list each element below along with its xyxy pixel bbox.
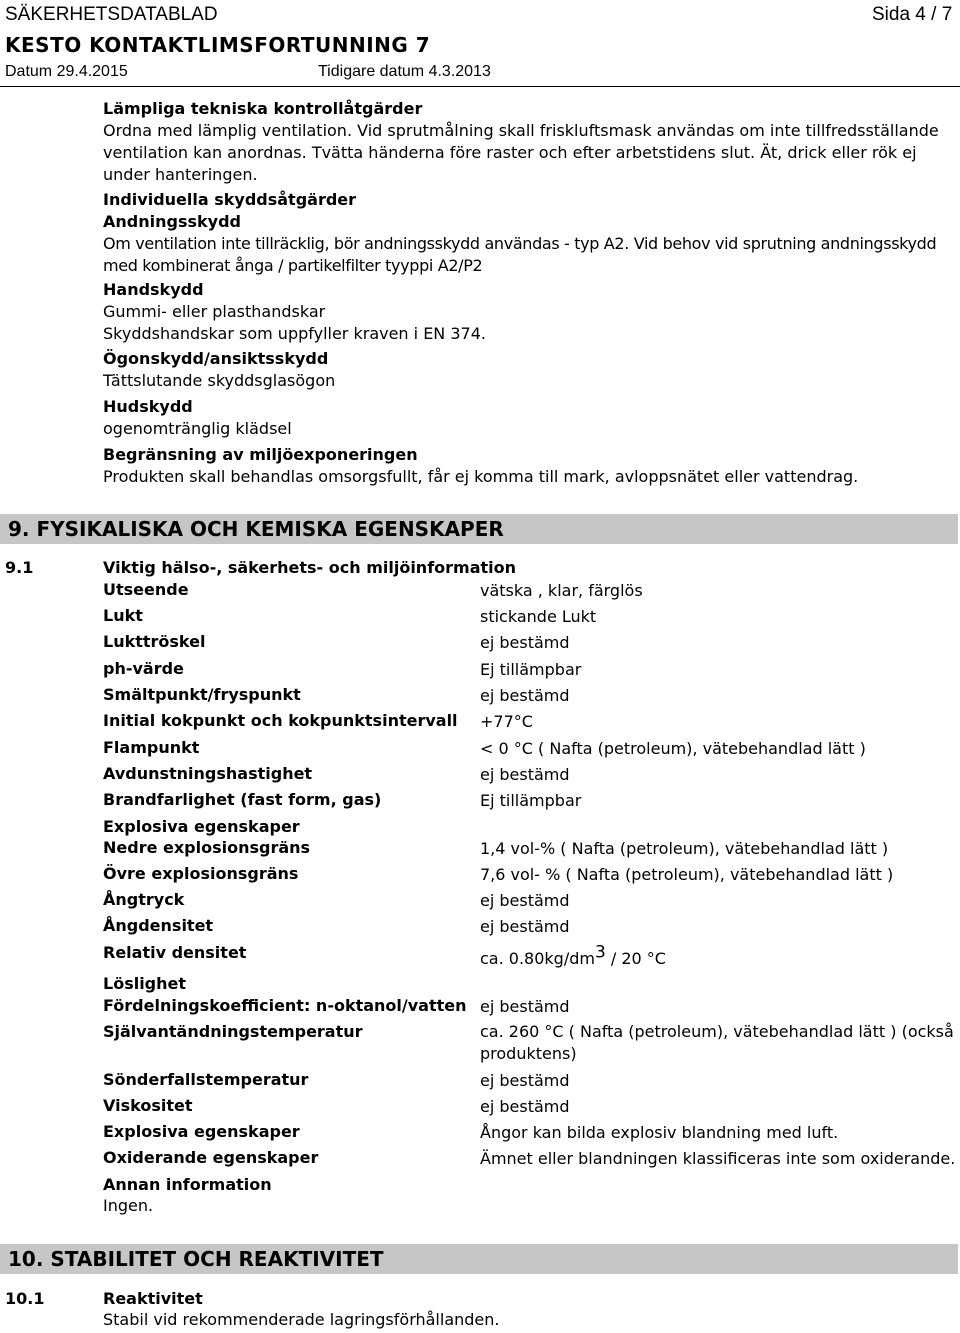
text-skin: ogenomtränglig klädsel — [103, 419, 292, 438]
prop-value-vapour-pressure: ej bestämd — [480, 891, 570, 910]
prop-label-vapour-pressure: Ångtryck — [103, 890, 185, 909]
paragraph-respiratory: Om ventilation inte tillräcklig, bör andningsskydd användas - typ A2. Vid behov vid sprutning andningsskydd med kombinerat ånga / partikelfilter tyyppi A2/P2 — [103, 234, 937, 275]
previous-date: Tidigare datum 4.3.2013 — [318, 63, 491, 80]
prop-label-appearance: Utseende — [103, 580, 189, 599]
prop-value-boiling-point: +77°C — [480, 712, 533, 731]
heading-respiratory: Andningsskydd — [103, 212, 241, 231]
prop-label-flammability: Brandfarlighet (fast form, gas) — [103, 790, 382, 809]
prop-value-evaporation-rate: ej bestämd — [480, 765, 570, 784]
prop-value-viscosity: ej bestämd — [480, 1097, 570, 1116]
prop-value-odour-threshold: ej bestämd — [480, 633, 570, 652]
prop-label-evaporation-rate: Avdunstningshastighet — [103, 764, 313, 783]
prop-label-melting-point: Smältpunkt/fryspunkt — [103, 685, 301, 704]
prop-value-relative-density — [480, 942, 666, 968]
prop-label-solubility: Löslighet — [103, 974, 187, 993]
prop-value-ph: Ej tillämpbar — [480, 660, 582, 679]
prop-label-odour-threshold: Lukttröskel — [103, 632, 206, 651]
relative-density-exponent: 3 — [594, 942, 606, 963]
prop-label-explosive-header: Explosiva egenskaper — [103, 817, 300, 836]
subsection-10-1-title: Reaktivitet — [103, 1289, 203, 1308]
subsection-10-1-number: 10.1 — [5, 1289, 45, 1308]
heading-individual-protection: Individuella skyddsåtgärder — [103, 190, 357, 209]
header-divider — [0, 86, 960, 87]
prop-value-other-info: Ingen. — [103, 1196, 154, 1215]
section-10-title: 10. STABILITET OCH REAKTIVITET — [8, 1247, 384, 1271]
prop-label-lower-explosion-limit: Nedre explosionsgräns — [103, 838, 311, 857]
prop-label-vapour-density: Ångdensitet — [103, 916, 214, 935]
relative-density-temperature: / 20 °C — [605, 949, 666, 968]
text-environment: Produkten skall behandlas omsorgsfullt, får ej komma till mark, avloppsnätet eller vattendrag. — [103, 467, 859, 486]
prop-value-lower-explosion-limit: 1,4 vol-% ( Nafta (petroleum), vätebehandlad lätt ) — [480, 839, 889, 858]
prop-label-flash-point: Flampunkt — [103, 738, 200, 757]
prop-label-partition-coefficient: Fördelningskoefficient: n-oktanol/vatten — [103, 996, 467, 1015]
prop-label-boiling-point: Initial kokpunkt och kokpunktsintervall — [103, 711, 458, 730]
text-hand-1: Gummi- eller plasthandskar — [103, 302, 326, 321]
prop-label-autoignition: Självantändningstemperatur — [103, 1022, 363, 1041]
text-eye: Tättslutande skyddsglasögon — [103, 371, 336, 390]
reactivity-text: Stabil vid rekommenderade lagringsförhållanden. — [103, 1310, 500, 1329]
prop-value-appearance: vätska , klar, färglös — [480, 581, 643, 600]
prop-label-decomposition: Sönderfallstemperatur — [103, 1070, 309, 1089]
prop-label-relative-density: Relativ densitet — [103, 943, 247, 962]
prop-value-oxidising: Ämnet eller blandningen klassificeras inte som oxiderande. — [480, 1149, 956, 1168]
prop-value-upper-explosion-limit: 7,6 vol- % ( Nafta (petroleum), vätebehandlad lätt ) — [480, 865, 894, 884]
document-title: SÄKERHETSDATABLAD — [5, 4, 218, 25]
prop-value-odour: stickande Lukt — [480, 607, 597, 626]
prop-value-vapour-density: ej bestämd — [480, 917, 570, 936]
prop-value-decomposition: ej bestämd — [480, 1071, 570, 1090]
prop-label-upper-explosion-limit: Övre explosionsgräns — [103, 864, 299, 883]
prop-value-autoignition-line2: produktens) — [480, 1044, 577, 1063]
subsection-9-1-number: 9.1 — [5, 558, 34, 577]
text-hand-2: Skyddshandskar som uppfyller kraven i EN 374. — [103, 324, 486, 343]
heading-skin: Hudskydd — [103, 397, 193, 416]
prop-label-oxidising: Oxiderande egenskaper — [103, 1148, 319, 1167]
section-9-title: 9. FYSIKALISKA OCH KEMISKA EGENSKAPER — [8, 517, 504, 541]
product-name: KESTO KONTAKTLIMSFORTUNNING 7 — [5, 33, 431, 57]
prop-value-flash-point: < 0 °C ( Nafta (petroleum), vätebehandlad lätt ) — [480, 739, 866, 758]
page-number: Sida 4 / 7 — [872, 4, 953, 25]
heading-hand: Handskydd — [103, 280, 204, 299]
prop-value-explosive-properties: Ångor kan bilda explosiv blandning med luft. — [480, 1123, 839, 1142]
prop-label-ph: ph-värde — [103, 659, 184, 678]
relative-density-value: ca. 0.80kg/dm — [480, 949, 595, 968]
subsection-9-1-title: Viktig hälso-, säkerhets- och miljöinformation — [103, 558, 517, 577]
prop-value-autoignition-line1: ca. 260 °C ( Nafta (petroleum), vätebehandlad lätt ) (också — [480, 1022, 954, 1041]
section-10-bar — [0, 1244, 958, 1274]
prop-label-explosive-properties: Explosiva egenskaper — [103, 1122, 300, 1141]
prop-value-flammability: Ej tillämpbar — [480, 791, 582, 810]
prop-value-melting-point: ej bestämd — [480, 686, 570, 705]
prop-label-odour: Lukt — [103, 606, 143, 625]
prop-label-other-info: Annan information — [103, 1175, 272, 1194]
heading-eye: Ögonskydd/ansiktsskydd — [103, 349, 329, 368]
document-date: Datum 29.4.2015 — [5, 63, 128, 80]
prop-label-viscosity: Viskositet — [103, 1096, 193, 1115]
heading-environment: Begränsning av miljöexponeringen — [103, 445, 418, 464]
prop-value-partition-coefficient: ej bestämd — [480, 997, 570, 1016]
heading-technical-controls: Lämpliga tekniska kontrollåtgärder — [103, 99, 423, 118]
paragraph-technical-controls: Ordna med lämplig ventilation. Vid sprutmålning skall friskluftsmask användas om inte tillfredsställande ventilation kan anordnas. Tvätta händerna före raster och efter arbetstidens slut. Ät, drick eller rök ej under hanteringen. — [103, 121, 939, 184]
section-9-bar — [0, 514, 958, 544]
